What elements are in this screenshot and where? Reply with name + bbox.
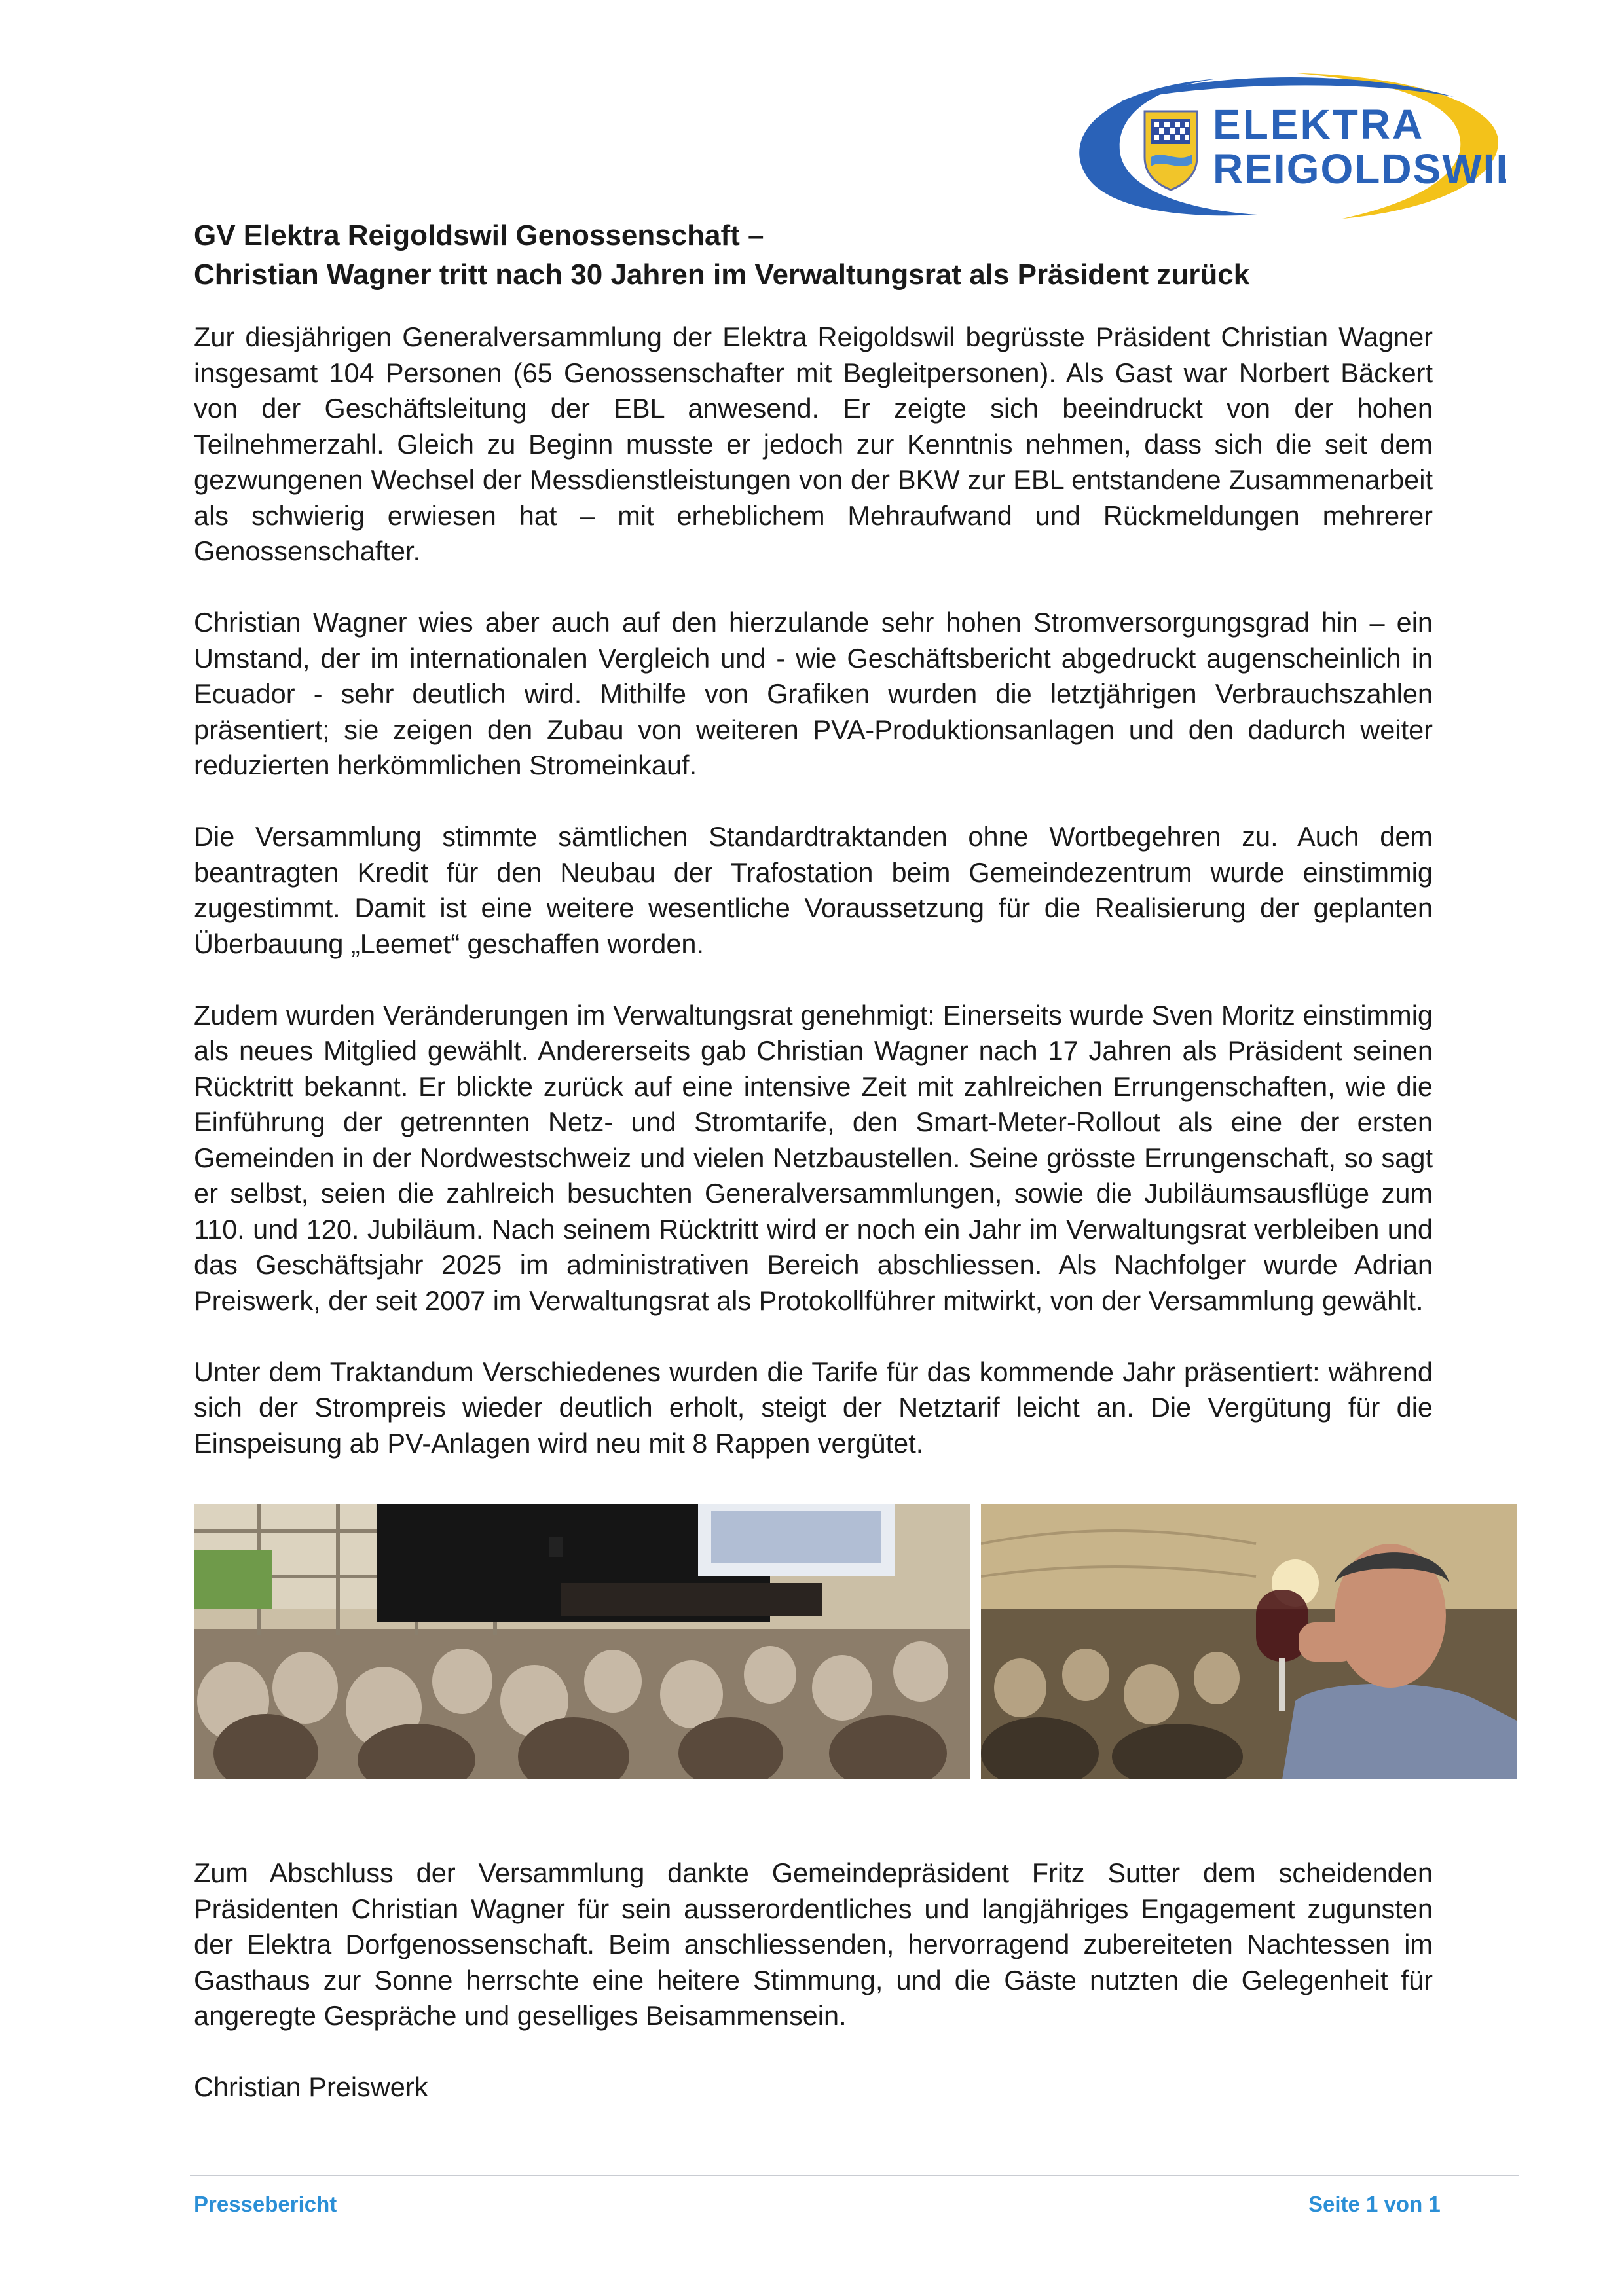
dinner-toast-photo <box>981 1504 1517 1779</box>
headline-line-1: GV Elektra Reigoldswil Genossenschaft – <box>194 219 764 251</box>
paragraph: Zur diesjährigen Generalversammlung der Elektra Reigoldswil begrüsste Präsident Christian Wagner insgesamt 104 Personen (65 Genossenschafter mit Begleitpersonen). Als Gast war Norbert Bäckert von der Geschäftsleitung der EBL anwesend. Er zeigte sich beeindruckt von der hohen Teilnehmerzahl. Gleich zu Beginn musste er jedoch zur Kenntnis nehmen, dass sich die seit dem gezwungenen Wechsel der Messdienstleistungen von der BKW zur EBL entstandene Zusammenarbeit als schwierig erwiesen hat – mit erheblichem Mehraufwand und Rückmeldungen mehrerer Genossenschafter. <box>194 321 1433 566</box>
logo-line2: REIGOLDSWIL <box>1213 145 1506 192</box>
logo-line1: ELEKTRA <box>1213 101 1425 148</box>
paragraph: Die Versammlung stimmte sämtlichen Standardtraktanden ohne Wortbegehren zu. Auch dem beantragten Kredit für den Neubau der Trafostation beim Gemeindezentrum wurde einstimmig zugestimmt. Damit ist eine weitere wesentliche Voraussetzung für die Realisierung der geplanten Überbauung „Leemet“ geschaffen worden. <box>194 821 1433 959</box>
article-closing <box>194 1855 1433 2141</box>
author-signature: Christian Preiswerk <box>194 2071 428 2102</box>
assembly-hall-photo <box>194 1504 970 1779</box>
footer-label: Pressebericht <box>194 2192 337 2216</box>
headline-line-2: Christian Wagner tritt nach 30 Jahren im Verwaltungsrat als Präsident zurück <box>194 259 1250 291</box>
company-logo <box>1061 65 1506 223</box>
paragraph: Zudem wurden Veränderungen im Verwaltungsrat genehmigt: Einerseits wurde Sven Moritz einstimmig als neues Mitglied gewählt. Andererseits gab Christian Wagner nach 17 Jahren als Präsident seinen Rücktritt bekannt. Er blickte zurück auf eine intensive Zeit mit zahlreichen Errungenschaften, wie die Einführung der getrennten Netz- und Stromtarife, den Smart-Meter-Rollout als eine der ersten Gemeinden in der Nordwestschweiz und vielen Netzbaustellen. Seine grösste Errungenschaft, so sagt er selbst, seien die zahlreich besuchten Generalversammlungen, sowie die Jubiläumsausflüge zum 110. und 120. Jubiläum. Nach seinem Rücktritt wird er noch ein Jahr im Verwaltungsrat verbleiben und das Geschäftsjahr 2025 im administrativen Bereich abschliessen. Als Nachfolger wurde Adrian Preiswerk, der seit 2007 im Verwaltungsrat als Protokollführer mitwirkt, von der Versammlung gewählt. <box>194 999 1433 1316</box>
article-body <box>194 319 1433 1497</box>
closing-paragraph: Zum Abschluss der Versammlung dankte Gemeindepräsident Fritz Sutter dem scheidenden Präsidenten Christian Wagner für sein ausserordentliches und langjähriges Engagement zugunsten der Elektra Dorfgenossenschaft. Beim anschliessenden, hervorragend zubereiteten Nachtessen im Gasthaus zur Sonne herrschte eine heitere Stimmung, und die Gäste nutzten die Gelegenheit für angeregte Gespräche und geselliges Beisammensein. <box>194 1857 1433 2031</box>
photo-row <box>194 1504 1517 1779</box>
article-headline <box>194 216 1438 295</box>
paragraph: Christian Wagner wies aber auch auf den hierzulande sehr hohen Stromversorgungsgrad hin – ein Umstand, der im internationalen Vergleich und - wie Geschäftsbericht abgedruckt augenscheinlich in Ecuador - sehr deutlich wird. Mithilfe von Grafiken wurden die letztjährigen Verbrauchszahlen präsentiert; sie zeigen den Zubau von weiteren PVA-Produktionsanlagen und den dadurch weiter reduzierten herkömmlichen Stromeinkauf. <box>194 607 1433 780</box>
page-number: Seite 1 von 1 <box>1308 2192 1441 2216</box>
footer-divider <box>190 2175 1519 2176</box>
paragraph: Unter dem Traktandum Verschiedenes wurden die Tarife für das kommende Jahr präsentiert: während sich der Strompreis wieder deutlich erholt, steigt der Netztarif leicht an. Die Vergütung für die Einspeisung ab PV-Anlagen wird neu mit 8 Rappen vergütet. <box>194 1356 1433 1459</box>
